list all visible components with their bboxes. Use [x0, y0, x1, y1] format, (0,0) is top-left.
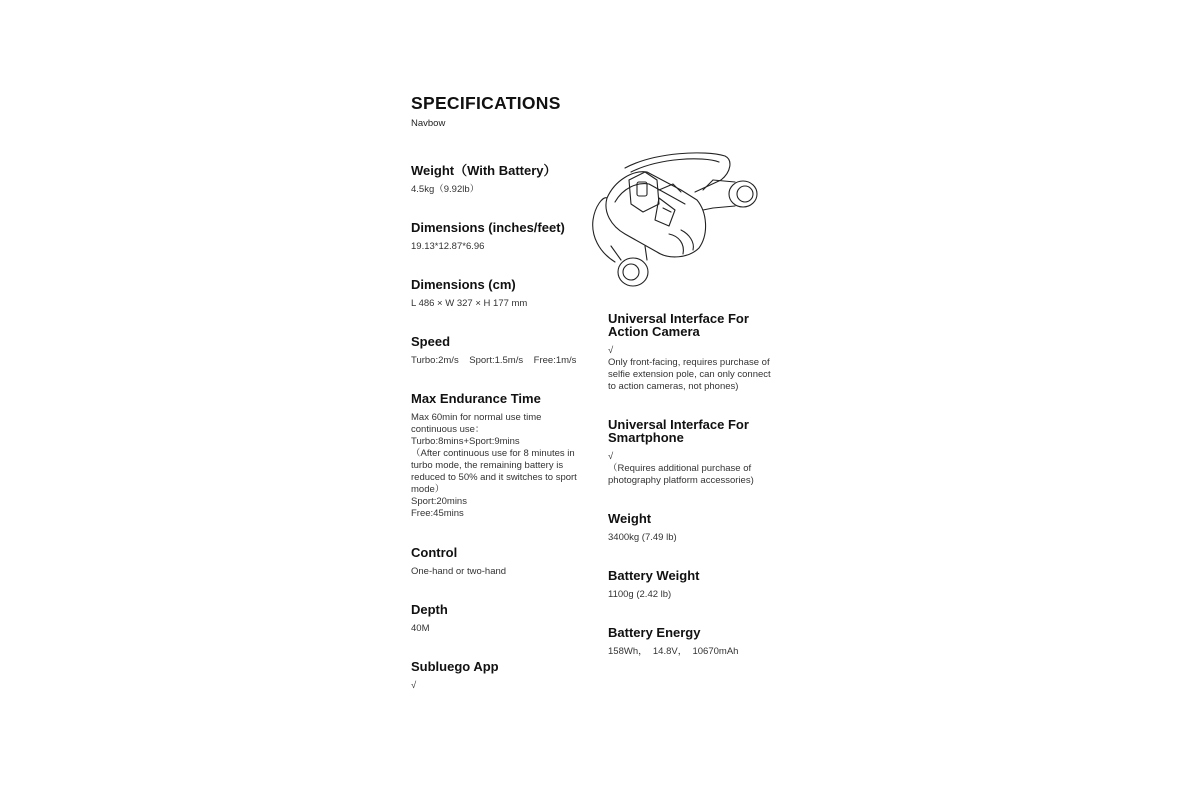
product-name: Navbow	[411, 118, 446, 129]
spec-label: Weight（With Battery）	[411, 163, 557, 178]
spec-speed	[411, 335, 593, 392]
spec-battery-energy	[608, 626, 790, 666]
spec-label: Speed	[411, 334, 451, 349]
spec-value: Turbo:2m/s Sport:1.5m/s Free:1m/s	[411, 355, 577, 366]
spec-label: Control	[411, 545, 458, 560]
spec-value: 158Wh， 14.8V， 10670mAh	[608, 646, 739, 657]
spec-label: Universal Interface For Smartphone	[608, 417, 749, 445]
spec-value: 40M	[411, 623, 430, 634]
spec-value: 4.5kg（9.92lb）	[411, 184, 480, 195]
spec-value: Max 60min for normal use time continuous use： Turbo:8mins+Sport:9mins （After continuous use for 8 minutes in turbo mode, the remaining battery is reduced to 50% and it switches to sport mode） Sport:20mins Free:45mins	[411, 412, 577, 519]
spec-subluego-app	[411, 660, 593, 700]
spec-label: Depth	[411, 602, 448, 617]
spec-label: Universal Interface For Action Camera	[608, 311, 749, 339]
spec-label: Battery Energy	[608, 625, 701, 640]
spec-value: √	[411, 680, 417, 691]
spec-value: √ （Requires additional purchase of photography platform accessories)	[608, 451, 754, 486]
spec-dimensions-inches	[411, 221, 593, 278]
spec-value: 3400kg (7.49 lb)	[608, 532, 677, 543]
spec-interface-smartphone	[608, 418, 790, 512]
spec-column-right	[608, 312, 790, 666]
spec-interface-action-camera	[608, 312, 790, 418]
spec-weight	[608, 512, 790, 569]
spec-value: One-hand or two-hand	[411, 566, 507, 577]
spec-label: Max Endurance Time	[411, 391, 541, 406]
spec-depth	[411, 603, 593, 660]
spec-value: L 486 × W 327 × H 177 mm	[411, 298, 528, 309]
underwater-scooter-drawing	[585, 150, 760, 295]
spec-value: 1100g (2.42 lb)	[608, 589, 672, 600]
spec-dimensions-cm	[411, 278, 593, 335]
spec-max-endurance-time	[411, 392, 593, 546]
spec-label: Battery Weight	[608, 568, 700, 583]
spec-label: Subluego App	[411, 659, 499, 674]
spec-weight-with-battery	[411, 164, 593, 221]
spec-value: 19.13*12.87*6.96	[411, 241, 485, 252]
spec-column-left	[411, 164, 593, 700]
spec-label: Weight	[608, 511, 652, 526]
spec-label: Dimensions (cm)	[411, 277, 516, 292]
spec-control	[411, 546, 593, 603]
spec-value: √ Only front-facing, requires purchase of selfie extension pole, can only connect to action cameras, not phones)	[608, 345, 771, 392]
page-title: SPECIFICATIONS	[411, 93, 561, 113]
spec-label: Dimensions (inches/feet)	[411, 220, 565, 235]
spec-battery-weight	[608, 569, 790, 626]
